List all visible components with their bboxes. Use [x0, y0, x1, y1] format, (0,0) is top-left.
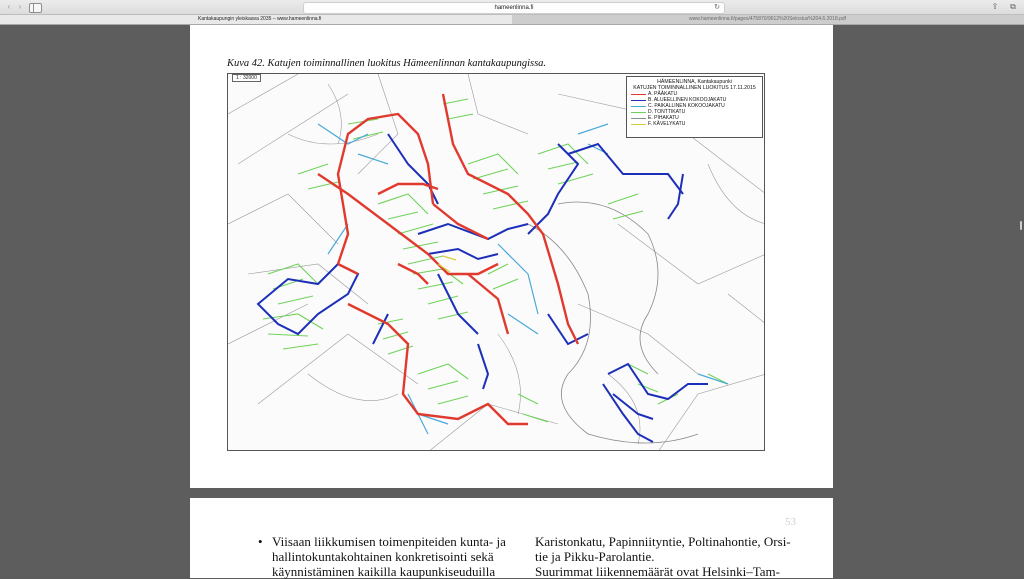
- tabs-overview-icon[interactable]: ⧉: [1010, 2, 1016, 11]
- address-bar[interactable]: [303, 2, 725, 14]
- legend-swatch: [631, 124, 646, 126]
- text-line: Suurimmat liikennemäärät ovat Helsinki–Tam-: [535, 564, 780, 579]
- share-icon[interactable]: ⇪: [991, 2, 999, 11]
- tab-pdf[interactable]: [512, 15, 1024, 24]
- legend-label: A. PÄÄKATU: [648, 91, 678, 97]
- legend-title: HÄMEENLINNA, Kantakaupunki: [657, 79, 732, 85]
- legend-label: F. KÄVELYKATU: [648, 121, 686, 127]
- street-classification-map: [227, 73, 765, 451]
- text-column-right: [535, 534, 798, 579]
- page-number: 53: [785, 516, 796, 528]
- legend-swatch: [631, 118, 646, 120]
- bullet-icon: •: [258, 534, 263, 549]
- tab-bar: [0, 15, 1024, 25]
- legend-swatch: [631, 112, 646, 114]
- legend-subtitle: KATUJEN TOIMINNALLINEN LUOKITUS 17.11.2015: [633, 85, 756, 91]
- tab-label: Kantakaupungin yleiskaava 2035 – www.hameenlinna.fi: [198, 16, 322, 22]
- legend-swatch: [631, 106, 646, 108]
- legend-label: D. TONTTIKATU: [648, 109, 686, 115]
- browser-toolbar: [0, 0, 1024, 15]
- text-line: Viisaan liikkumisen toimenpiteiden kunta- ja: [272, 534, 506, 549]
- back-icon[interactable]: ‹: [7, 2, 11, 11]
- map-legend: [626, 76, 763, 138]
- text-line: hallintokuntakohtainen konkretisointi sekä: [272, 549, 494, 564]
- legend-label: C. PAIKALLINEN KOKOOJAKATU: [648, 103, 725, 109]
- figure-caption: Kuva 42. Katujen toiminnallinen luokitus Hämeenlinnan kantakaupungissa.: [227, 58, 547, 69]
- legend-label: E. PIHAKATU: [648, 115, 679, 121]
- legend-swatch: [631, 94, 646, 96]
- text-line: tie ja Pikku-Parolantie.: [535, 549, 655, 564]
- sidebar-toggle-icon[interactable]: [29, 3, 42, 13]
- tab-label: www.hameenlinna.fi/pages/475870/9612%20Selostus%204.6.2018.pdf: [689, 16, 847, 22]
- scrollbar-thumb[interactable]: [1020, 221, 1022, 230]
- reload-icon[interactable]: ↻: [714, 4, 720, 11]
- legend-swatch: [631, 100, 646, 102]
- legend-label: B. ALUEELLINEN KOKOOJAKATU: [648, 97, 727, 103]
- text-line: käynnistäminen kaikilla kaupunkiseuduilla: [272, 564, 496, 579]
- pdf-page: [190, 25, 833, 488]
- forward-icon[interactable]: ›: [18, 2, 22, 11]
- pdf-page: [190, 498, 833, 578]
- legend-item: [630, 121, 759, 127]
- text-column-left: [258, 534, 519, 579]
- text-line: Karistonkatu, Papinniityntie, Poltinahontie, Orsi-: [535, 534, 791, 549]
- map-scale: 1 : 32000: [232, 74, 261, 82]
- pdf-viewer[interactable]: [0, 25, 1024, 579]
- tab-yleiskaava[interactable]: [0, 15, 512, 24]
- address-text: hameenlinna.fi: [494, 5, 534, 11]
